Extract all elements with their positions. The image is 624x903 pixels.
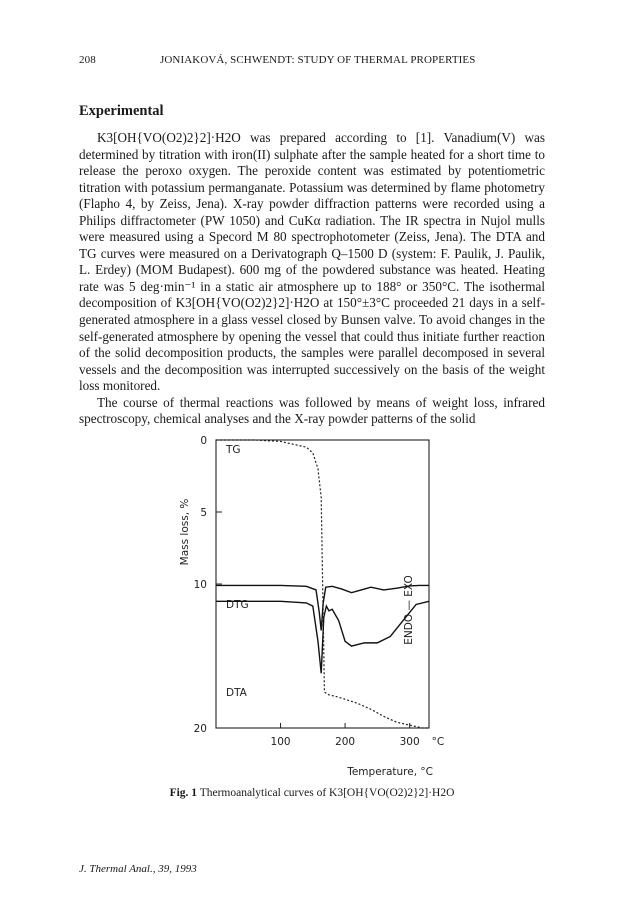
body-text	[79, 130, 545, 428]
y-tick-label: 0	[200, 435, 207, 447]
x-tick-label: 200	[335, 736, 356, 748]
section-title: Experimental	[79, 103, 164, 119]
paragraph: The course of thermal reactions was followed by means of weight loss, infrared spectroscopy, chemical analyses and the X-ray powder patterns of the solid	[79, 394, 545, 427]
x-unit-label: °C	[431, 736, 445, 748]
x-axis-label: Temperature, °C	[347, 766, 433, 778]
thermoanalytical-figure	[150, 428, 450, 778]
x-tick-label: 300	[399, 736, 420, 748]
dta-label: DTA	[226, 687, 247, 699]
tg-label: TG	[226, 444, 241, 456]
plot-frame	[216, 440, 429, 728]
paragraph: K3[OH{VO(O2)2}2]·H2O was prepared according to [1]. Vanadium(V) was determined by titration with iron(II) sulphate after the sample heated for a short time to release the peroxo oxygen. The peroxide content was estimated by potentiometric titration with potassium permanganate. Potassium was determined by flame photometry (Flapho 4, by Zeiss, Jena). X-ray powder diffraction patterns were recorded using a Philips diffractometer (PW 1050) and CuKα radiation. The IR spectra in Nujol mulls were measured using a Specord M 80 spectrophotometer (Zeiss, Jena). The DTA and TG curves were measured on a Derivatograph Q–1500 D (system: F. Paulik, J. Paulik, L. Erdey) (MOM Budapest). 600 mg of the powdered substance was heated. Heating rate was 5 deg·min⁻¹ in a static air atmosphere up to 188° or 350°C. The isothermal decomposition of K3[OH{VO(O2)2}2]·H2O at 150°±3°C proceeded 21 days in a self-generated atmosphere in a glass vessel closed by Bunsen valve. To avoid changes in the self-generated atmosphere by opening the vessel that could thus initiate further reaction of the solid decomposition products, the samples were parallel decomposed in several vessels and the decomposition was interrupted successively on the basis of the weight loss monitored.	[79, 130, 545, 394]
caption-text: Thermoanalytical curves of K3[OH{VO(O2)2}2]·H2O	[199, 787, 455, 799]
y-axis-label: Mass loss, %	[179, 498, 191, 566]
dtg-label: DTG	[226, 599, 249, 611]
y-tick-label: 20	[193, 723, 207, 735]
x-tick-label: 100	[270, 736, 291, 748]
page-number: 208	[79, 54, 96, 66]
journal-footer: J. Thermal Anal., 39, 1993	[79, 863, 197, 875]
endo-exo-label: ENDO — EXO	[403, 575, 415, 645]
thermoanalytical-chart	[150, 428, 450, 778]
running-title: JONIAKOVÁ, SCHWENDT: STUDY OF THERMAL PROPERTIES	[160, 54, 476, 66]
caption-label: Fig. 1	[169, 787, 198, 799]
tg-curve	[216, 440, 429, 728]
y-tick-label: 10	[193, 579, 207, 591]
y-tick-label: 5	[200, 507, 207, 519]
figure-caption	[0, 787, 624, 799]
